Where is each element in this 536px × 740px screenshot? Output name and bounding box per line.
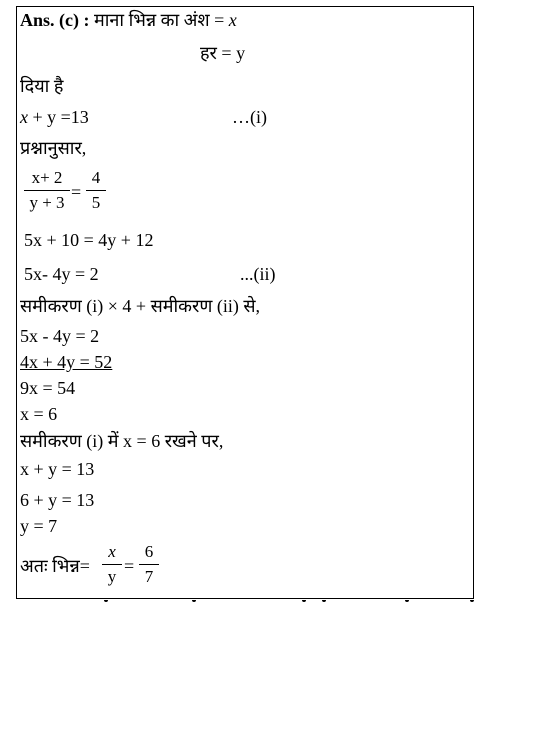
equation-1 [20, 107, 89, 127]
final-numerator-6: 6 [144, 542, 154, 561]
lhs-numerator: x+ 2 [31, 168, 63, 187]
final-rhs-fraction [139, 542, 159, 587]
equation-1-x: x [20, 107, 28, 127]
rhs-fraction-bar [86, 190, 106, 191]
final-numerator-x: x [108, 542, 116, 561]
rhs-numerator: 4 [91, 168, 101, 187]
final-denominator-7: 7 [144, 567, 154, 586]
lhs-denominator: y + 3 [29, 193, 65, 212]
cropped-text-remnant [100, 600, 480, 606]
equation-2-tag: ...(ii) [240, 264, 276, 284]
final-lhs-fraction [102, 542, 122, 587]
substitute-instruction: समीकरण (i) में x = 6 रखने पर, [20, 431, 224, 451]
rhs-denominator: 5 [91, 193, 101, 212]
equation-1-rest: + y =13 [28, 107, 89, 127]
fraction-equals: = [71, 182, 82, 202]
numerator-definition: माना भिन्न का अंश = [94, 10, 225, 30]
final-equals: = [124, 556, 135, 576]
line-e: x + y = 13 [20, 459, 95, 479]
lhs-fraction [24, 168, 70, 213]
answer-label: Ans. (c) : [20, 10, 90, 30]
final-rhs-bar [139, 564, 159, 565]
therefore-fraction: अतः भिन्न= [20, 556, 90, 576]
step-2: 5x- 4y = 2 [24, 264, 99, 284]
numerator-variable: x [228, 10, 237, 30]
according-to-question: प्रश्नानुसार, [20, 138, 87, 158]
denominator-definition: हर = y [200, 43, 246, 63]
rhs-fraction [86, 168, 106, 213]
line-d: x = 6 [20, 404, 58, 424]
line-c: 9x = 54 [20, 378, 76, 398]
step-1: 5x + 10 = 4y + 12 [24, 230, 154, 250]
given-label: दिया है [20, 76, 64, 96]
final-lhs-bar [102, 564, 122, 565]
lhs-fraction-bar [24, 190, 70, 191]
answer-header [20, 10, 237, 30]
line-b: 4x + 4y = 52 [20, 352, 113, 372]
line-a: 5x - 4y = 2 [20, 326, 100, 346]
line-f: 6 + y = 13 [20, 490, 95, 510]
combine-instruction: समीकरण (i) × 4 + समीकरण (ii) से, [20, 296, 261, 316]
final-denominator-y: y [107, 567, 117, 586]
equation-1-tag: …(i) [232, 107, 267, 127]
line-g: y = 7 [20, 516, 58, 536]
